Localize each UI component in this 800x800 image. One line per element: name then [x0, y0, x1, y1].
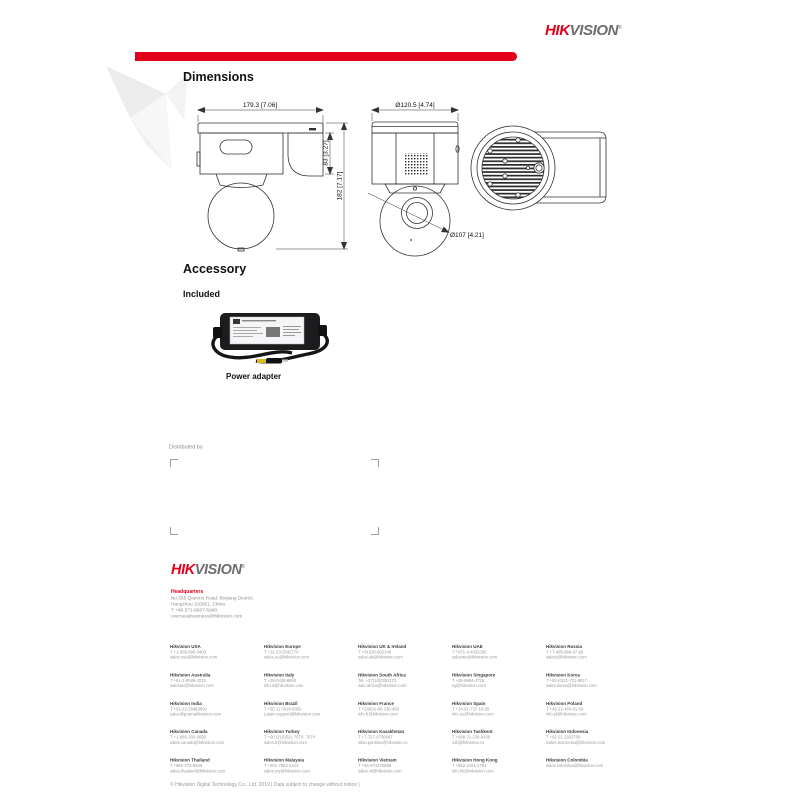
- office-contact-line: sales.colombia@hikvision.com: [546, 763, 604, 769]
- office-name: Hikvision Hong Kong: [452, 757, 498, 763]
- logo-vision-text: VISION: [569, 22, 619, 39]
- office-contact-line: T +601-7652-2413: [264, 763, 299, 769]
- dim-height-upper-label: 83 [3.27]: [322, 140, 330, 166]
- hq-address-line: overseasbusiness@hikvision.com: [171, 613, 243, 619]
- office-contact-line: T +971-4-4432090: [452, 649, 487, 655]
- office-column: [170, 644, 255, 786]
- office-contact-line: sales.uk@hikvision.com: [358, 654, 403, 660]
- headquarters-title: Headquarters: [171, 589, 204, 595]
- office-contact-line: info.pl@hikvision.com: [546, 711, 587, 717]
- office-entry: [264, 758, 349, 774]
- included-subheading: Included: [183, 289, 221, 299]
- office-name: Hikvision India: [170, 700, 202, 706]
- distributed-by-label: Distributed by: [169, 444, 203, 450]
- office-contact-line: Tel: +27(10)0351172: [358, 677, 397, 683]
- office-name: Hikvision Spain: [452, 700, 486, 706]
- office-contact-line: T +7-495-669-67-99: [546, 649, 584, 655]
- distributor-box-corner-br: [371, 527, 379, 535]
- accessory-heading: Accessory: [183, 262, 247, 276]
- office-entry: [264, 701, 349, 717]
- office-name: Hikvision Tashkent: [452, 729, 493, 735]
- office-entry: [170, 701, 255, 717]
- office-entry: [452, 644, 537, 660]
- office-name: Hikvision Canada: [170, 729, 208, 735]
- office-entry: [452, 701, 537, 717]
- office-name: Hikvision Vietnam: [358, 757, 397, 763]
- office-entry: [358, 672, 443, 688]
- office-contact-line: info.hk@hikvision.com: [452, 768, 494, 774]
- office-contact-line: T +1-909-895-0400: [170, 649, 206, 655]
- camera-front-view: [368, 110, 459, 256]
- office-contact-line: Sales.Indonesia@hikvision.com: [546, 739, 606, 745]
- office-contact-line: T +34-91-737-16-55: [452, 706, 490, 712]
- office-contact-line: sales.my@hikvision.com: [264, 768, 310, 774]
- hikvision-logo: [545, 22, 621, 39]
- office-entry: [264, 644, 349, 660]
- office-contact-line: T +01628-902140: [358, 649, 392, 655]
- hq-address-line: T +86-571-8807-5998: [171, 607, 217, 613]
- office-entry: [170, 672, 255, 688]
- office-name: Hikvision Singapore: [452, 672, 496, 678]
- office-name: Hikvision Colombia: [546, 757, 588, 763]
- power-adapter-image: [208, 306, 358, 372]
- office-contact-line: info.it@hikvision.com: [264, 683, 304, 689]
- office-name: Hikvision UAE: [452, 644, 483, 649]
- office-contact-line: salesme@hikvision.com: [452, 654, 497, 660]
- office-contact-line: T +662-275-9949: [170, 763, 203, 769]
- office-contact-line: T +84-974270888: [358, 763, 392, 769]
- office-contact-line: Latam.support@hikvision.com: [264, 711, 321, 717]
- office-column: [264, 644, 349, 786]
- office-contact-line: T +55 11 3318-0050: [264, 706, 302, 712]
- office-name: Hikvision UK & Ireland: [358, 644, 407, 649]
- office-contact-line: sales.usa@hikvision.com: [170, 654, 218, 660]
- hq-address-line: Hangzhou 310051, China: [171, 601, 225, 607]
- power-adapter-caption: Power adapter: [226, 372, 282, 381]
- hq-address-line: No.555 Qianmo Road, Binjiang District,: [171, 595, 254, 601]
- office-entry: [452, 758, 537, 774]
- office-column: [358, 644, 443, 786]
- office-contact-line: T +852-2151-1761: [452, 763, 487, 769]
- distributor-box-corner-tr: [371, 459, 379, 467]
- office-name: Hikvision Indonesia: [546, 729, 589, 735]
- office-entry: [170, 729, 255, 745]
- office-name: Hikvision Poland: [546, 700, 583, 706]
- office-entry: [358, 644, 443, 660]
- office-contact-line: T +31-23-5542770: [264, 649, 299, 655]
- office-contact-line: T +48-22-460-01-50: [546, 706, 584, 712]
- office-name: Hikvision Malaysia: [264, 757, 305, 763]
- office-name: Hikvision Kazakhstan: [358, 729, 405, 735]
- office-name: Hikvision Turkey: [264, 729, 300, 735]
- office-contact-line: sales.vt@hikvision.com: [358, 768, 402, 774]
- headquarters-block: [171, 589, 371, 620]
- office-entry: [546, 644, 631, 660]
- office-entry: [358, 701, 443, 717]
- office-entry: [546, 729, 631, 745]
- office-contact-line: T +61-2-8599-4233: [170, 677, 206, 683]
- office-name: Hikvision Thailand: [170, 757, 210, 763]
- office-contact-line: sales@pramahikvision.com: [170, 711, 222, 717]
- office-column: [452, 644, 537, 786]
- office-entry: [358, 729, 443, 745]
- office-name: Hikvision USA: [170, 644, 201, 649]
- office-entry: [264, 729, 349, 745]
- office-contact-line: sales.thailand@hikvision.com: [170, 768, 225, 774]
- office-entry: [358, 758, 443, 774]
- office-contact-line: sales.korea@hikvision.com: [546, 683, 597, 689]
- office-contact-line: sg@hikvision.com: [452, 683, 486, 689]
- office-contact-line: sale.africa@hikvision.com: [358, 683, 407, 689]
- office-contact-line: T +65-6684-4718: [452, 677, 485, 683]
- office-contact-line: info.fr@hikvision.com: [358, 711, 398, 717]
- office-entry: [546, 701, 631, 717]
- office-contact-line: nikia.pantilov@hikvision.ru: [358, 739, 408, 745]
- office-contact-line: T +998-71-238-9438: [452, 734, 491, 740]
- office-entry: [170, 644, 255, 660]
- office-column: [546, 644, 631, 786]
- office-name: Hikvision France: [358, 700, 395, 706]
- office-name: Hikvision Korea: [546, 672, 581, 678]
- footer-hikvision-logo: [171, 562, 245, 578]
- office-contact-line: T +82-(0)31-731-8817: [546, 677, 588, 683]
- office-entry: [264, 672, 349, 688]
- distributor-box-corner-tl: [170, 459, 178, 467]
- offices-grid: [170, 644, 650, 786]
- office-name: Hikvision Europe: [264, 644, 301, 649]
- office-contact-line: T +7-727-9730667: [358, 734, 393, 740]
- office-contact-line: T +1-866-200-6690: [170, 734, 206, 740]
- office-name: Hikvision Brazil: [264, 700, 298, 706]
- office-entry: [546, 672, 631, 688]
- office-name: Hikvision Australia: [170, 672, 211, 678]
- dimensions-heading: Dimensions: [183, 70, 254, 84]
- office-contact-line: sales.eu@hikvision.com: [264, 654, 309, 660]
- office-contact-line: T +90 (216)521 7070- 7074: [264, 734, 316, 740]
- hq-address: [171, 596, 371, 620]
- footer-registered-mark: ®: [241, 564, 245, 571]
- registered-mark: ®: [618, 25, 622, 31]
- office-contact-line: T +39-0438-6902: [264, 677, 297, 683]
- dim-diameter-top-label: Ø120.5 [4.74]: [395, 102, 435, 109]
- office-name: Hikvision Russia: [546, 644, 583, 649]
- office-entry: [452, 672, 537, 688]
- office-contact-line: T +33(0)1-85-330-450: [358, 706, 400, 712]
- footer-logo-vision-text: VISION: [194, 562, 242, 578]
- office-contact-line: sales.tr@hikvision.com: [264, 739, 307, 745]
- dim-height-total-label: 182 [7.17]: [336, 171, 344, 201]
- office-contact-line: salesau@hikvision.com: [170, 683, 214, 689]
- office-contact-line: info.es@hikvision.com: [452, 711, 494, 717]
- camera-top-view: [471, 126, 606, 210]
- dimension-drawings: [180, 92, 640, 264]
- office-entry: [546, 758, 631, 769]
- copyright-line: © Hikvision Digital Technology Co., Ltd. 2019 | Data subject to change without notice |: [170, 782, 360, 788]
- office-contact-line: saleru@hikvision.com: [546, 654, 587, 660]
- office-entry: [170, 758, 255, 774]
- office-contact-line: uzb@hikvision.ru: [452, 739, 484, 745]
- office-entry: [452, 729, 537, 745]
- office-contact-line: T +91-22-28469900: [170, 706, 207, 712]
- office-contact-line: sales.canada@hikvision.com: [170, 739, 225, 745]
- logo-hik-text: HIK: [545, 22, 570, 39]
- office-name: Hikvision South Africa: [358, 672, 406, 678]
- dim-width-label: 179.3 [7.06]: [242, 102, 278, 109]
- office-name: Hikvision Italy: [264, 672, 295, 678]
- dim-diameter-ball-label: Ø107 [4.21]: [450, 232, 484, 239]
- footer-logo-hik-text: HIK: [171, 562, 195, 578]
- camera-side-view: [197, 110, 348, 251]
- office-contact-line: T +62-21-2933759: [546, 734, 581, 740]
- distributor-box-corner-bl: [170, 527, 178, 535]
